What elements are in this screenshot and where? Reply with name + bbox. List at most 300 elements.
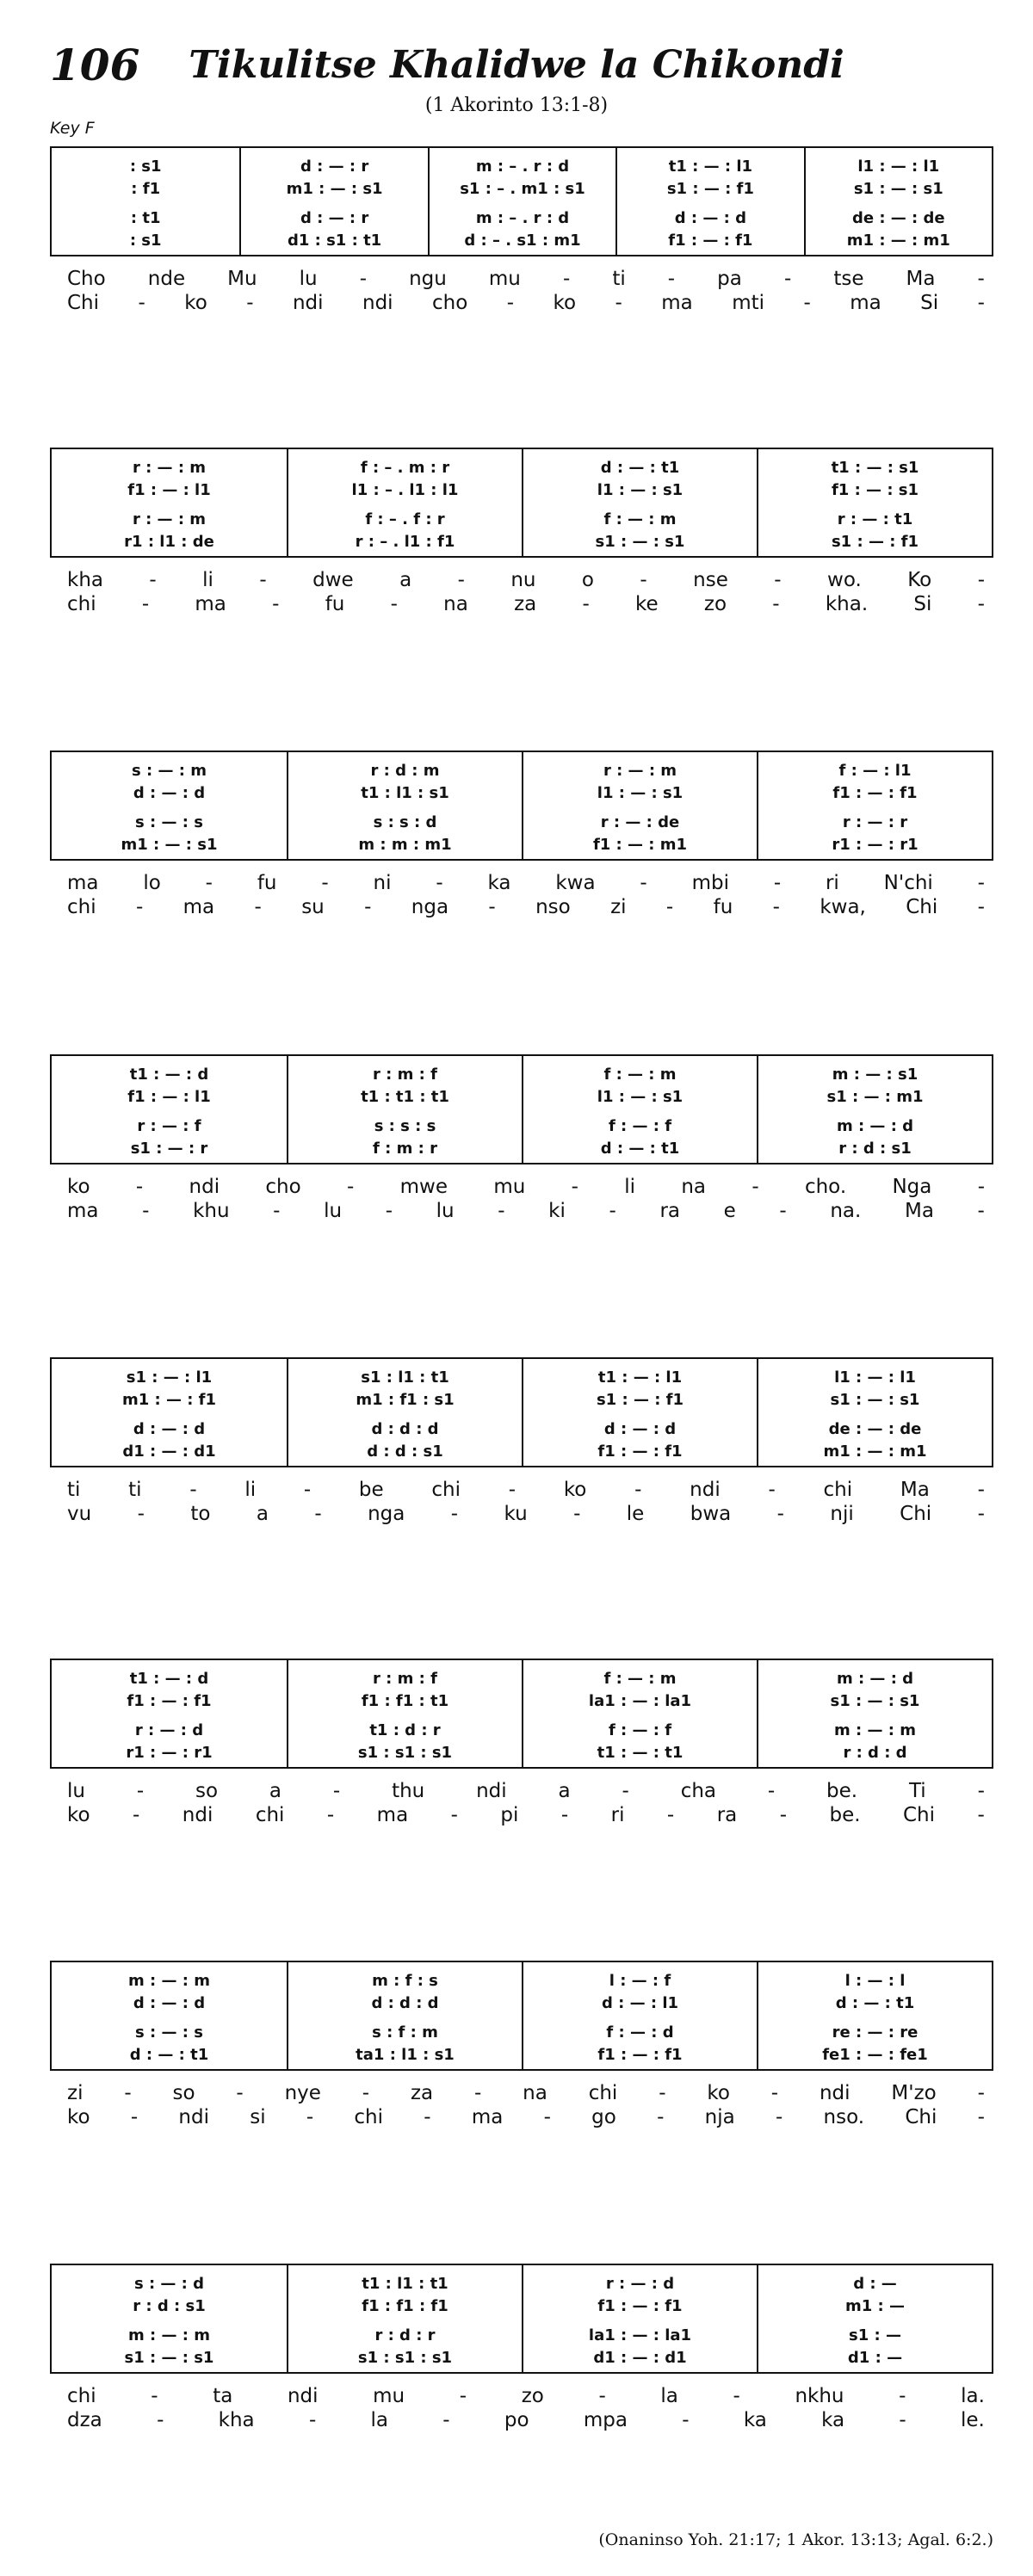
lyric-syllable: - [259, 569, 267, 591]
lyric-syllable: - [977, 1780, 985, 1802]
solfa-notes: : f1 [131, 179, 161, 198]
measure [52, 2265, 287, 2372]
lyric-syllable: - [314, 1503, 322, 1525]
voice-line [523, 530, 757, 553]
solfa-notes: f1 : — : m1 [592, 835, 688, 854]
solfa-notes: s1 : — : s1 [853, 179, 943, 198]
solfa-notes: s : — : s [135, 2023, 203, 2042]
solfa-notes: r : d : d [843, 1743, 907, 1762]
voice-line [523, 811, 757, 833]
lyric-syllable: - [667, 268, 676, 290]
lyric-syllable: ku [504, 1503, 528, 1525]
lyric-syllable: nu [510, 569, 536, 591]
solfa-notes: de : — : de [828, 1419, 922, 1438]
solfa-notes: s1 : — [849, 2326, 901, 2344]
lyric-syllable: ti [128, 1479, 142, 1501]
lyric-syllable: mti [732, 292, 765, 314]
lyric-syllable: - [772, 896, 780, 918]
solfa-notes: f1 : — : f1 [597, 2045, 683, 2064]
solfa-staff [50, 448, 993, 558]
lyric-syllable: ndi [362, 292, 393, 314]
lyric-line-2 [67, 2408, 985, 2432]
lyric-syllable: lu [324, 1200, 343, 1222]
lyric-syllable: ngu [409, 268, 447, 290]
voice-line [806, 207, 992, 229]
lyric-syllable: li [624, 1176, 636, 1198]
solfa-notes: t1 : l1 : s1 [361, 783, 449, 802]
voice-line [52, 2272, 287, 2295]
measure [287, 1056, 522, 1163]
solfa-notes: d : — : d [133, 1993, 206, 2012]
lyric-syllable: - [682, 2409, 690, 2431]
solfa-notes: s1 : — : s1 [830, 1390, 920, 1409]
solfa-notes: f1 : — : f1 [832, 783, 918, 802]
lyric-syllable: - [390, 593, 398, 615]
solfa-notes: r : — : de [600, 812, 680, 831]
solfa-notes: s : s : d [373, 812, 437, 831]
solfa-notes: d : — : l1 [601, 1993, 679, 2012]
lyric-syllable: nse [693, 569, 728, 591]
lyric-syllable: mpa [583, 2409, 628, 2431]
voice-line [288, 759, 522, 781]
music-system [50, 1054, 993, 1222]
lyric-line-1 [67, 1779, 985, 1803]
voice-line [52, 155, 239, 177]
lyric-syllable: khu [193, 1200, 230, 1222]
lyric-syllable: Chi [905, 2106, 937, 2128]
lyric-syllable: ti [612, 268, 626, 290]
lyric-syllable: Cho [67, 268, 106, 290]
lyric-syllable: - [733, 2385, 740, 2407]
voice-line [52, 1969, 287, 1992]
voice-line [758, 1992, 992, 2014]
solfa-notes: l1 : — : s1 [597, 1087, 684, 1106]
lyric-syllable: mu [493, 1176, 526, 1198]
lyric-syllable: la [370, 2409, 389, 2431]
voice-line [52, 530, 287, 553]
lyric-syllable: ko [707, 2082, 730, 2104]
solfa-notes: m : — : d [836, 1669, 914, 1688]
measure [757, 2265, 992, 2372]
solfa-notes: s1 : l1 : t1 [361, 1368, 449, 1387]
voice-line [758, 1667, 992, 1690]
lyric-syllable: - [506, 292, 515, 314]
lyric-line-1 [67, 568, 985, 592]
voice-line [52, 833, 287, 856]
voice-line [758, 2021, 992, 2043]
lyric-syllable: nji [830, 1503, 854, 1525]
solfa-notes: : t1 [130, 208, 161, 227]
voice-line [758, 1440, 992, 1462]
voice-line [430, 229, 615, 251]
solfa-notes: : s1 [129, 157, 162, 176]
measure [522, 449, 757, 556]
solfa-staff [50, 146, 993, 256]
voice-line [758, 1115, 992, 1137]
measure [757, 1962, 992, 2069]
lyric-syllable: - [137, 1503, 145, 1525]
voice-line [758, 781, 992, 804]
voice-line [288, 2272, 522, 2295]
voice-line [523, 1741, 757, 1764]
lyric-syllable: ma [661, 292, 693, 314]
solfa-notes: r : — : d [605, 2274, 675, 2293]
lyric-syllable: ko [563, 1479, 587, 1501]
lyric-syllable: pa [717, 268, 742, 290]
solfa-notes: m : – . r : d [475, 208, 570, 227]
lyric-syllable: su [301, 896, 325, 918]
solfa-notes: s : s : s [374, 1116, 436, 1135]
voice-line [523, 781, 757, 804]
solfa-notes: m : m : m1 [358, 835, 452, 854]
lyric-syllable: Chi [900, 1503, 932, 1525]
voice-line [288, 530, 522, 553]
lyric-syllable: nja [704, 2106, 735, 2128]
lyric-syllable: ma [195, 593, 226, 615]
voice-line [52, 1366, 287, 1388]
voice-line [288, 811, 522, 833]
solfa-notes: s1 : — : s1 [124, 2348, 214, 2367]
voice-line [52, 781, 287, 804]
voice-line [758, 2272, 992, 2295]
lyric-syllable: za [410, 2082, 434, 2104]
lyric-syllable: na [681, 1176, 707, 1198]
solfa-notes: d : — : d [603, 1419, 677, 1438]
solfa-staff [50, 2264, 993, 2374]
lyric-syllable: ndi [476, 1780, 507, 1802]
solfa-staff [50, 1961, 993, 2071]
lyric-syllable: - [634, 1479, 642, 1501]
lyric-syllable: - [457, 569, 465, 591]
lyric-syllable: - [141, 593, 150, 615]
voice-line [52, 1992, 287, 2014]
measure [287, 1359, 522, 1466]
voice-line [523, 2021, 757, 2043]
voice-line [617, 207, 803, 229]
solfa-notes: f : — : f [608, 1720, 672, 1739]
lyric-syllable: M'zo [891, 2082, 937, 2104]
lyric-syllable: - [598, 2385, 606, 2407]
lyric-syllable: zo [521, 2385, 544, 2407]
solfa-notes: s1 : — : m1 [826, 1087, 924, 1106]
measure [522, 2265, 757, 2372]
music-system [50, 1357, 993, 1525]
lyric-syllable: - [321, 872, 329, 894]
measure [52, 1359, 287, 1466]
measure [287, 1962, 522, 2069]
lyric-syllable: ndi [292, 292, 324, 314]
solfa-notes: m : — : s1 [832, 1065, 919, 1084]
lyric-syllable: si [250, 2106, 266, 2128]
voice-line [523, 1388, 757, 1411]
lyric-syllable: ka [821, 2409, 845, 2431]
voice-line [52, 759, 287, 781]
solfa-notes: d : — : t1 [835, 1993, 915, 2012]
voice-line [241, 229, 427, 251]
lyric-syllable: fu [257, 872, 277, 894]
voice-line [523, 456, 757, 479]
key-signature: Key F [50, 119, 95, 138]
hymn-title: Tikulitse Khalidwe la Chikondi [189, 43, 844, 87]
lyric-syllable: ko [67, 1804, 90, 1826]
voice-line [288, 1992, 522, 2014]
lyric-syllable: - [450, 1804, 458, 1826]
solfa-notes: f1 : — : l1 [127, 480, 211, 499]
solfa-notes: m1 : — : m1 [846, 231, 950, 250]
lyric-line-2 [67, 592, 985, 616]
lyric-syllable: mu [488, 268, 521, 290]
lyric-syllable: e [723, 1200, 736, 1222]
voice-line [52, 207, 239, 229]
voice-line [758, 2324, 992, 2346]
lyric-syllable: be. [826, 1780, 858, 1802]
voice-line [52, 1137, 287, 1159]
voice-line [52, 1667, 287, 1690]
lyric-syllable: - [770, 2082, 779, 2104]
lyric-syllable: ndi [690, 1479, 721, 1501]
voice-line [288, 1366, 522, 1388]
music-system [50, 2264, 993, 2431]
voice-line [523, 1115, 757, 1137]
lyric-syllable: - [977, 1176, 985, 1198]
music-system [50, 1961, 993, 2128]
voice-line [523, 1992, 757, 2014]
lyric-syllable: Ko [907, 569, 932, 591]
solfa-notes: f1 : — : s1 [831, 480, 919, 499]
solfa-notes: l : — : f [609, 1971, 671, 1990]
lyric-syllable: la [660, 2385, 678, 2407]
lyric-syllable: - [779, 1200, 787, 1222]
lyric-syllable: dwe [312, 569, 354, 591]
lyric-syllable: ko [184, 292, 207, 314]
voice-line [288, 1690, 522, 1712]
lyric-syllable: - [459, 2385, 467, 2407]
lyric-line-1 [67, 1175, 985, 1199]
lyric-syllable: - [135, 896, 144, 918]
lyric-syllable: nkhu [795, 2385, 844, 2407]
solfa-notes: d : – . s1 : m1 [464, 231, 581, 250]
solfa-notes: d : d : d [371, 1993, 439, 2012]
solfa-notes: r : — : m [603, 761, 677, 780]
lyric-syllable: ka [743, 2409, 767, 2431]
solfa-notes: s : — : s [135, 812, 203, 831]
voice-line [758, 1137, 992, 1159]
lyric-syllable: so [195, 1780, 219, 1802]
solfa-notes: d : — : t1 [600, 458, 680, 477]
lyric-syllable: chi [431, 1479, 461, 1501]
lyric-syllable: - [385, 1200, 393, 1222]
lyric-syllable: - [775, 2106, 783, 2128]
music-system [50, 751, 993, 918]
voice-line [288, 1115, 522, 1137]
lyric-syllable: - [474, 2082, 482, 2104]
lyric-syllable: - [562, 268, 571, 290]
voice-line [758, 1366, 992, 1388]
lyric-syllable: - [767, 1780, 776, 1802]
voice-line [523, 2346, 757, 2369]
voice-line [523, 833, 757, 856]
solfa-notes: r : d : s1 [838, 1139, 912, 1158]
lyric-syllable: - [272, 593, 280, 615]
lyric-syllable: thu [392, 1780, 425, 1802]
solfa-notes: s1 : — : s1 [595, 532, 685, 551]
lyric-syllable: - [136, 1780, 145, 1802]
solfa-staff [50, 1659, 993, 1769]
lyric-syllable: - [977, 1479, 985, 1501]
solfa-notes: f : — : m [603, 1669, 677, 1688]
measure [804, 148, 992, 255]
solfa-notes: f : — : d [606, 2023, 674, 2042]
measure [757, 1056, 992, 1163]
solfa-notes: f1 : — : f1 [597, 1442, 683, 1461]
voice-line [758, 2346, 992, 2369]
lyric-syllable: Chi [906, 896, 938, 918]
solfa-notes: m : — : d [836, 1116, 914, 1135]
voice-line [430, 177, 615, 200]
measure [287, 2265, 522, 2372]
voice-line [617, 177, 803, 200]
solfa-notes: f : — : m [603, 510, 677, 528]
solfa-notes: m : — : m [128, 2326, 210, 2344]
lyric-syllable: - [138, 292, 145, 314]
voice-line [52, 1085, 287, 1108]
solfa-notes: t1 : — : d [129, 1669, 209, 1688]
lyric-syllable: chi [823, 1479, 853, 1501]
lyric-syllable: - [977, 292, 985, 314]
lyric-syllable: chi [354, 2106, 384, 2128]
lyric-syllable: Ma [900, 1479, 930, 1501]
lyric-syllable: wo. [827, 569, 862, 591]
lyric-syllable: - [783, 268, 792, 290]
lyric-syllable: - [977, 896, 985, 918]
voice-line [288, 1741, 522, 1764]
lyric-syllable: a [256, 1503, 269, 1525]
lyric-line-2 [67, 2105, 985, 2129]
lyric-syllable: - [560, 1804, 569, 1826]
lyric-syllable: - [130, 2106, 139, 2128]
lyric-syllable: - [142, 1200, 150, 1222]
lyric-syllable: nso [535, 896, 571, 918]
voice-line [52, 2324, 287, 2346]
voice-line [523, 1137, 757, 1159]
solfa-staff [50, 751, 993, 861]
lyric-line-2 [67, 1199, 985, 1223]
solfa-notes: f : – . m : r [360, 458, 450, 477]
measure [522, 1660, 757, 1767]
lyric-syllable: kha. [825, 593, 869, 615]
solfa-notes: d : — : r [300, 208, 369, 227]
voice-line [430, 207, 615, 229]
solfa-notes: f1 : f1 : t1 [361, 1691, 449, 1710]
voice-line [523, 1719, 757, 1741]
lyric-syllable: chi [588, 2082, 618, 2104]
solfa-notes: s1 : — : r [130, 1139, 208, 1158]
lyric-syllable: N'chi [883, 872, 933, 894]
solfa-notes: s1 : s1 : s1 [357, 2348, 453, 2367]
lyric-syllable: kwa, [820, 896, 866, 918]
solfa-notes: l : — : l [844, 1971, 906, 1990]
voice-line [758, 1690, 992, 1712]
lyric-syllable: Si [913, 593, 932, 615]
voice-line [758, 1741, 992, 1764]
solfa-notes: f : – . f : r [365, 510, 445, 528]
measure [757, 752, 992, 859]
voice-line [288, 1418, 522, 1440]
lyric-syllable: - [659, 2082, 666, 2104]
lyric-syllable: - [774, 569, 782, 591]
measure [615, 148, 803, 255]
lyric-syllable: - [543, 2106, 551, 2128]
lyric-syllable: ti [67, 1479, 81, 1501]
solfa-notes: m1 : — : f1 [121, 1390, 217, 1409]
voice-line [288, 1388, 522, 1411]
lyric-syllable: - [657, 2106, 665, 2128]
solfa-notes: t1 : t1 : t1 [361, 1087, 449, 1106]
lyric-syllable: nde [147, 268, 186, 290]
voice-line [52, 1063, 287, 1085]
voice-line [288, 833, 522, 856]
lyric-syllable: nga [368, 1503, 405, 1525]
solfa-notes: r : m : f [373, 1065, 437, 1084]
voice-line [52, 811, 287, 833]
lyric-syllable: ndi [189, 1176, 220, 1198]
measure [428, 148, 615, 255]
lyric-syllable: - [977, 872, 985, 894]
lyric-syllable: Nga [892, 1176, 932, 1198]
solfa-notes: r : — : d [134, 1720, 204, 1739]
voice-line [52, 177, 239, 200]
lyric-syllable: - [246, 292, 254, 314]
lyric-syllable: le. [961, 2409, 985, 2431]
lyric-syllable: - [803, 292, 811, 314]
lyric-syllable: nso. [823, 2106, 865, 2128]
lyric-syllable: be. [829, 1804, 861, 1826]
lyric-syllable: - [622, 1780, 629, 1802]
lyric-syllable: chi [255, 1804, 285, 1826]
solfa-notes: s1 : – . m1 : s1 [460, 179, 585, 198]
voice-line [523, 2272, 757, 2295]
solfa-notes: la1 : — : la1 [588, 2326, 692, 2344]
solfa-notes: d : d : s1 [367, 1442, 443, 1461]
voice-line [758, 1388, 992, 1411]
lyric-syllable: ri [825, 872, 839, 894]
measure [287, 752, 522, 859]
lyric-syllable: - [450, 1503, 459, 1525]
voice-line [52, 1440, 287, 1462]
lyric-syllable: Ma [904, 1200, 934, 1222]
voice-line [806, 229, 992, 251]
solfa-staff [50, 1357, 993, 1467]
measure [52, 1056, 287, 1163]
lyric-syllable: - [151, 2385, 158, 2407]
solfa-notes: f1 : — : f1 [597, 2296, 683, 2315]
lyric-syllable: nye [284, 2082, 321, 2104]
lyric-line-1 [67, 1478, 985, 1502]
solfa-notes: l1 : — : s1 [597, 783, 684, 802]
lyric-syllable: li [202, 569, 213, 591]
lyric-syllable: zi [610, 896, 627, 918]
lyric-syllable: kha [218, 2409, 255, 2431]
solfa-notes: re : — : re [832, 2023, 919, 2042]
voice-line [52, 456, 287, 479]
lyric-line-2 [67, 1803, 985, 1827]
lyric-syllable: - [977, 2082, 985, 2104]
lyric-syllable: - [977, 1200, 985, 1222]
lyric-syllable: ndi [178, 2106, 209, 2128]
solfa-notes: la1 : — : la1 [588, 1691, 692, 1710]
voice-line [288, 1085, 522, 1108]
voice-line [758, 530, 992, 553]
